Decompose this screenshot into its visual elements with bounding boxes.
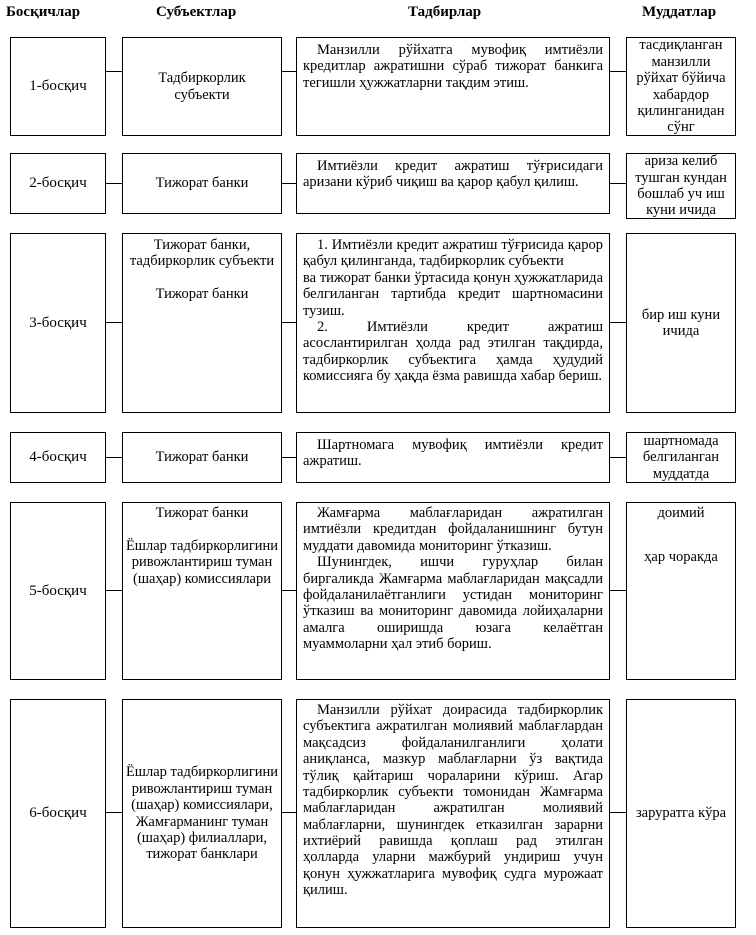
header-actions: Тадбирлар bbox=[408, 4, 482, 20]
term-5-box bbox=[626, 502, 736, 680]
term-5-line-2: ҳар чоракда bbox=[644, 549, 718, 566]
stage-2-box: 2-босқич bbox=[10, 153, 106, 214]
action-3-paragraph-1: 1. Имтиёзли кредит ажратиш тўғрисида қарор қабул қилинганда, тадбиркорлик субъекти bbox=[303, 237, 603, 270]
subject-1-line-1: Тадбиркорлик bbox=[158, 70, 246, 87]
action-1-box bbox=[296, 37, 610, 136]
connector-line bbox=[282, 183, 296, 184]
connector-line bbox=[106, 457, 122, 458]
action-3-box bbox=[296, 233, 610, 413]
subject-4-box bbox=[122, 432, 282, 483]
connector-line bbox=[610, 812, 626, 813]
stage-3-box: 3-босқич bbox=[10, 233, 106, 413]
subject-5-line-2: Ёшлар тадбиркорлигини ривожлантириш туман (шаҳар) комиссиялари bbox=[125, 537, 279, 587]
stage-5-box: 5-босқич bbox=[10, 502, 106, 680]
subject-6-text: Ёшлар тадбиркорлигини ривожлантириш туман (шаҳар) комиссиялари, Жамғарманинг туман (шаҳар) филиаллари, тижорат банклари bbox=[125, 764, 279, 863]
subject-5-box bbox=[122, 502, 282, 680]
subject-5-line-1: Тижорат банки bbox=[155, 505, 249, 521]
action-1-paragraph-1: Манзилли рўйхатга мувофиқ имтиёзли кредитлар ажратишни сўраб тижорат банкига тегишли ҳужжатларни тақдим этиш. bbox=[303, 42, 603, 91]
connector-line bbox=[106, 71, 122, 72]
header-stages: Босқичлар bbox=[6, 4, 81, 20]
action-5-paragraph-2: Шунингдек, ишчи гуруҳлар билан биргаликда Жамғарма маблағларидан мақсадли фойдаланилаётганлиги устидан мониторинг ўтказиш ва мониторинг давомида лойиҳаларни амалга оширишда юзага келаётган муаммоларни ҳал этиб бориш. bbox=[303, 554, 603, 652]
term-2-box bbox=[626, 153, 736, 219]
subject-1-box bbox=[122, 37, 282, 136]
term-1-box bbox=[626, 37, 736, 136]
action-3-paragraph-2: ва тижорат банки ўртасида қонун ҳужжатларида белгиланган тартибда кредит шартномасини тузиш. bbox=[303, 269, 603, 319]
action-5-paragraph-1: Жамғарма маблағларидан ажратилган имтиёзли кредитдан фойдаланишнинг бутун муддати давомида мониторинг ўтказиш. bbox=[303, 505, 603, 554]
connector-line bbox=[106, 322, 122, 323]
action-6-box bbox=[296, 699, 610, 928]
term-4-text: шартномада белгиланган муддатда bbox=[642, 432, 720, 482]
action-2-paragraph-1: Имтиёзли кредит ажратиш тўғрисидаги аризани кўриб чиқиш ва қарор қабул қилиш. bbox=[303, 158, 603, 191]
stage-6-box: 6-босқич bbox=[10, 699, 106, 928]
connector-line bbox=[610, 590, 626, 591]
subject-3-line-2: Тижорат банки bbox=[155, 286, 249, 303]
stage-1-box: 1-босқич bbox=[10, 37, 106, 136]
term-3-text: бир иш куни ичида bbox=[641, 306, 721, 339]
action-6-paragraph-1: Манзилли рўйхат доирасида тадбиркорлик субъектига ажратилган молиявий маблағлардан мақсадсиз фойдаланилганлиги ҳолати аниқланса, мазкур маблағларни ўз вақтида тўлиқ қайтариш чораларини кўриш. Агар тадбиркорлик субъекти томонидан Жамғарма маблағларидан ажратилган молиявий маблағларни, шунингдек етказилган зарарни ихтиёрий равишда қоплаш рад этилган ҳолларда уларни мажбурий ундириш учун қонун ҳужжатларига мувофиқ судга мурожаат қилиш. bbox=[303, 702, 603, 899]
connector-line bbox=[282, 71, 296, 72]
connector-line bbox=[106, 812, 122, 813]
header-subjects: Субъектлар bbox=[156, 4, 237, 20]
connector-line bbox=[282, 322, 296, 323]
connector-line bbox=[106, 590, 122, 591]
header-terms: Муддатлар bbox=[642, 4, 717, 20]
subject-2-text: Тижорат банки bbox=[155, 175, 249, 192]
action-3-paragraph-3: 2. Имтиёзли кредит ажратиш асослантирилган ҳолда рад этилган тақдирда, тадбиркорлик субъектига ҳамда ҳудудий комиссияга бу ҳақда ёзма равишда хабар бериш. bbox=[303, 318, 603, 384]
subject-6-box bbox=[122, 699, 282, 928]
subject-4-text: Тижорат банки bbox=[155, 449, 249, 466]
term-5-line-1: доимий bbox=[657, 505, 705, 521]
action-5-box bbox=[296, 502, 610, 680]
connector-line bbox=[282, 590, 296, 591]
connector-line bbox=[610, 71, 626, 72]
action-2-box bbox=[296, 153, 610, 214]
action-4-paragraph-1: Шартномага мувофиқ имтиёзли кредит ажратиш. bbox=[303, 437, 603, 470]
subject-3-box bbox=[122, 233, 282, 413]
term-2-text: ариза келиб тушган кундан бошлаб уч иш куни ичида bbox=[635, 153, 727, 219]
connector-line bbox=[282, 457, 296, 458]
connector-line bbox=[610, 183, 626, 184]
connector-line bbox=[106, 183, 122, 184]
term-6-text: заруратга кўра bbox=[635, 805, 727, 822]
stage-4-box: 4-босқич bbox=[10, 432, 106, 483]
connector-line bbox=[610, 457, 626, 458]
connector-line bbox=[282, 812, 296, 813]
term-6-box bbox=[626, 699, 736, 928]
subject-1-line-2: субъекти bbox=[174, 86, 230, 103]
subject-2-box bbox=[122, 153, 282, 214]
term-4-box bbox=[626, 432, 736, 483]
connector-line bbox=[610, 322, 626, 323]
action-4-box bbox=[296, 432, 610, 483]
subject-3-line-1: Тижорат банки, тадбиркорлик субъекти bbox=[129, 237, 275, 270]
term-1-text: тасдиқланган манзилли рўйхат бўйича хабардор қилинганидан сўнг bbox=[636, 37, 726, 136]
term-3-box bbox=[626, 233, 736, 413]
